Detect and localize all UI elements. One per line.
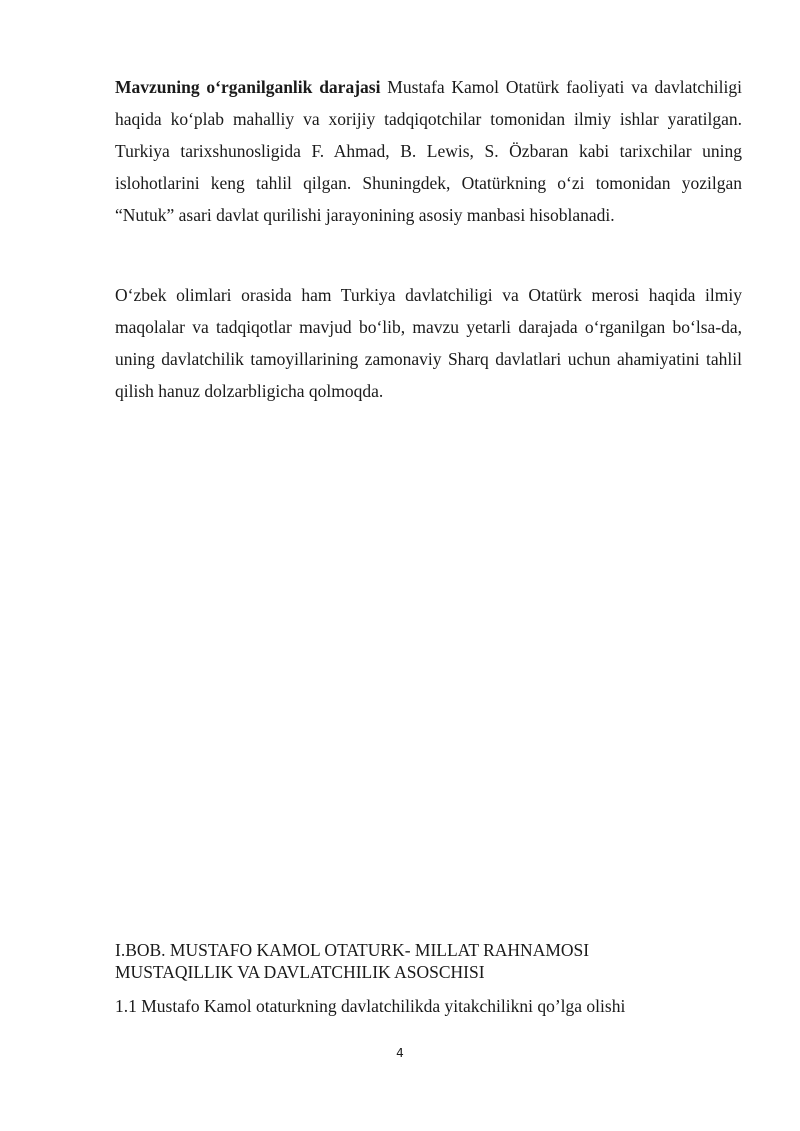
chapter-heading-line-2: MUSTAQILLIK VA DAVLATCHILIK ASOSCHISI — [115, 962, 485, 982]
section-heading: 1.1 Mustafo Kamol otaturkning davlatchilikda yitakchilikni qo’lga olishi — [115, 996, 626, 1016]
paragraph-heading: Mavzuning o‘rganilganlik darajasi — [115, 77, 381, 97]
paragraph-text: Mustafa Kamol Otatürk faoliyati va davlatchiligi haqida ko‘plab mahalliy va xorijiy tadqiqotchilar tomonidan ilmiy ishlar yaratilgan. Turkiya tarixshunosligida F. Ahmad, B. Lewis, S. Özbaran kabi tarixchilar uning islohotlarini keng tahlil qilgan. Shuningdek, Otatürkning o‘zi tomonidan yozilgan “Nutuk” asari davlat qurilishi jarayonining asosiy manbasi hisoblanadi. — [115, 77, 743, 225]
chapter-heading-line-1: I.BOB. MUSTAFO KAMOL OTATURK- MILLAT RAHNAMOSI — [115, 940, 590, 960]
page-number: 4 — [396, 1046, 404, 1060]
chapter-heading — [115, 939, 742, 983]
paragraph-study-level — [115, 71, 742, 231]
paragraph-uzbek-scholars: O‘zbek olimlari orasida ham Turkiya davlatchiligi va Otatürk merosi haqida ilmiy maqolalar va tadqiqotlar mavjud bo‘lib, mavzu yetarli darajada o‘rganilgan bo‘lsa-da, uning davlatchilik tamoyillarining zamonaviy Sharq davlatlari uchun ahamiyatini tahlil qilish hanuz dolzarbligicha qolmoqda. — [115, 285, 742, 401]
